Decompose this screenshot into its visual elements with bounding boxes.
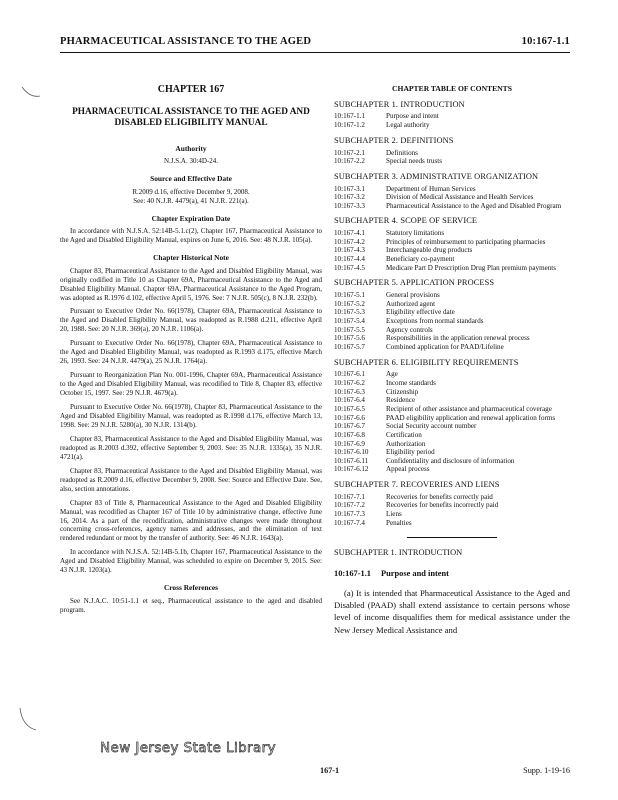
header-title: PHARMACEUTICAL ASSISTANCE TO THE AGED xyxy=(60,36,312,47)
toc-entry-number: 10:167-5.1 xyxy=(334,291,365,300)
toc-entry-number: 10:167-6.1 xyxy=(334,370,365,379)
toc-entry-number: 10:167-6.4 xyxy=(334,396,365,405)
body-subchapter-heading: SUBCHAPTER 1. INTRODUCTION xyxy=(334,548,463,558)
toc-entry-title: Medicare Part D Prescription Drug Plan premium payments xyxy=(386,263,557,272)
toc-entry-title: Agency controls xyxy=(386,325,433,334)
toc-entry-title: Penalties xyxy=(386,518,412,527)
toc-entry-number: 10:167-6.5 xyxy=(334,404,365,413)
left-column xyxy=(60,84,322,620)
toc-subchapter-heading: SUBCHAPTER 4. SCOPE OF SERVICE xyxy=(334,216,478,226)
page-number: 167-1 xyxy=(320,766,340,775)
toc-subchapter-heading: SUBCHAPTER 6. ELIGIBILITY REQUIREMENTS xyxy=(334,357,519,367)
toc-entry-title: Combined application for PAAD/Lifeline xyxy=(386,343,504,351)
toc-entry xyxy=(334,422,570,431)
toc-entry xyxy=(334,431,570,440)
toc-entry xyxy=(334,370,570,379)
toc-entry xyxy=(334,264,570,273)
body-section-heading xyxy=(334,569,570,580)
toc-entry-number: 10:167-7.4 xyxy=(334,518,365,527)
toc-entry xyxy=(334,202,570,211)
toc-entry-title: Authorized agent xyxy=(386,299,436,308)
history-paragraph: Chapter 83, Pharmaceutical Assistance to the Aged and Disabled Eligibility Manual, was readopted as R.2003 d.392, effective September 9, 2003. See: 35 N.J.R. 1335(a), 35 N.J.R. 4721(a). xyxy=(60,434,322,461)
toc-entry-title: Definitions xyxy=(386,148,418,157)
toc-entry-number: 10:167-6.3 xyxy=(334,387,365,396)
toc-entry-title: Special needs trusts xyxy=(386,157,442,166)
toc-entry xyxy=(334,317,570,326)
toc-entry-number: 10:167-3.3 xyxy=(334,201,365,210)
toc-entry-title: Certification xyxy=(386,430,422,439)
toc-entry xyxy=(334,519,570,528)
header-section-code: 10:167-1.1 xyxy=(521,36,570,47)
toc-entry-number: 10:167-7.1 xyxy=(334,492,365,501)
toc-entry-title: Liens xyxy=(386,510,402,519)
toc-entry xyxy=(334,448,570,457)
toc-entry xyxy=(334,193,570,202)
toc-entry-number: 10:167-5.7 xyxy=(334,343,365,351)
toc-entry-number: 10:167-6.8 xyxy=(334,430,365,439)
history-paragraph: Pursuant to Reorganization Plan No. 001-1996, Chapter 69A, Pharmaceutical Assistance to the Aged and Disabled Eligibility Manual, was recodified to Title 8, Chapter 83, effective October 15, 1997. See: 29 N.J.R. 4679(a). xyxy=(60,371,322,398)
toc-entry-number: 10:167-3.1 xyxy=(334,184,365,193)
toc-subchapter-heading: SUBCHAPTER 7. RECOVERIES AND LIENS xyxy=(334,480,500,490)
toc-entry xyxy=(334,493,570,502)
toc-entry-number: 10:167-1.1 xyxy=(334,112,365,121)
toc-entry-title: Recoveries for benefits incorrectly paid xyxy=(386,501,499,510)
toc-entry-number: 10:167-2.1 xyxy=(334,148,365,157)
toc-entry-number: 10:167-6.9 xyxy=(334,439,365,448)
toc-subchapter-heading: SUBCHAPTER 1. INTRODUCTION xyxy=(334,99,465,109)
toc-entry-number: 10:167-4.1 xyxy=(334,229,365,238)
toc-entry-title: Recoveries for benefits correctly paid xyxy=(386,492,493,501)
history-paragraph: Chapter 83 of Title 8, Pharmaceutical Assistance to the Aged and Disabled Eligibility Manual, was recodified as Chapter 167 of Title 10 by administrative change, effective June 16, 2014. As a part of the recodification, administrative changes were made throughout concerning cross-references, agency names and addresses, and the elimination of text rendered redundant or moot by the transfer of authority. See: 46 N.J.R. 1643(a). xyxy=(60,498,322,543)
toc-entry xyxy=(334,112,570,121)
right-column xyxy=(334,84,570,636)
library-stamp: New Jersey State Library xyxy=(100,740,277,756)
toc-entry xyxy=(334,157,570,166)
history-paragraph: Pursuant to Executive Order No. 66(1978), Chapter 83, Pharmaceutical Assistance to the Aged and Disabled Eligibility Manual, was readopted as R.1998 d.176, effective March 13, 1998. See: 29 N.J.R. 5280(a), 30 N.J.R. 1314(b). xyxy=(60,403,322,429)
supplement-date: Supp. 1-19-16 xyxy=(523,766,570,775)
toc-entry-title: Responsibilities in the application renewal process xyxy=(386,334,530,343)
toc-entry xyxy=(334,501,570,510)
toc-entry-number: 10:167-6.7 xyxy=(334,422,365,431)
toc-entry-number: 10:167-6.10 xyxy=(334,448,369,457)
toc-entry xyxy=(334,465,570,474)
toc-entry-title: Appeal process xyxy=(386,465,430,474)
toc-entry xyxy=(334,308,570,317)
toc-entry-title: Eligibility effective date xyxy=(386,308,455,317)
toc-entry-number: 10:167-6.6 xyxy=(334,413,365,422)
toc-entry-title: General provisions xyxy=(386,291,440,300)
toc-entry-number: 10:167-4.4 xyxy=(334,255,365,264)
toc-entry-number: 10:167-5.4 xyxy=(334,317,365,326)
toc-entry-number: 10:167-1.2 xyxy=(334,121,365,130)
toc-entry-title: Principles of reimbursement to participating pharmacies xyxy=(386,237,546,246)
authority-heading: Authority xyxy=(175,144,207,154)
history-paragraph: In accordance with N.J.S.A. 52:14B-5.1b, Chapter 167, Pharmaceutical Assistance to the Aged and Disabled Eligibility Manual, was scheduled to expire on December 9, 2015. See: 43 N.J.R. 1203(a). xyxy=(60,548,322,575)
toc-entry-title: Purpose and intent xyxy=(386,112,439,121)
margin-mark-bottom xyxy=(16,706,40,734)
history-heading: Chapter Historical Note xyxy=(153,253,229,263)
body-section-title: Purpose and intent xyxy=(380,569,449,579)
toc-list xyxy=(334,100,570,528)
toc-entry xyxy=(334,149,570,158)
header-rule xyxy=(60,52,570,53)
toc-entry-number: 10:167-4.2 xyxy=(334,237,365,246)
toc-entry xyxy=(334,457,570,466)
toc-entry-number: 10:167-5.5 xyxy=(334,325,365,334)
toc-entry-number: 10:167-6.2 xyxy=(334,379,365,388)
toc-entry-title: Department of Human Services xyxy=(386,184,476,193)
margin-mark-top xyxy=(20,84,44,102)
toc-entry xyxy=(334,440,570,449)
toc-entry-title: Legal authority xyxy=(386,121,430,130)
toc-subchapter-heading: SUBCHAPTER 2. DEFINITIONS xyxy=(334,135,454,145)
chapter-title: PHARMACEUTICAL ASSISTANCE TO THE AGED AND DISABLED ELIGIBILITY MANUAL xyxy=(72,106,310,129)
toc-entry xyxy=(334,414,570,423)
toc-entry-number: 10:167-5.6 xyxy=(334,334,365,343)
toc-entry-number: 10:167-7.2 xyxy=(334,501,365,510)
toc-entry-number: 10:167-3.2 xyxy=(334,193,365,202)
toc-entry-title: Confidentiality and disclosure of information xyxy=(386,456,515,465)
toc-entry-title: Residence xyxy=(386,396,416,405)
toc-entry-number: 10:167-6.11 xyxy=(334,456,369,465)
toc-entry-number: 10:167-6.12 xyxy=(334,465,369,474)
toc-entry-title: Beneficiary co-payment xyxy=(386,255,455,264)
history-paragraph: Pursuant to Executive Order No. 66(1978), Chapter 69A, Pharmaceutical Assistance to the Aged and Disabled Eligibility Manual, was readopted as R.1993 d.175, effective March 26, 1993. See: 24 N.J.R. 4479(a), 25 N.J.R. 1764(a). xyxy=(60,339,322,366)
toc-entry xyxy=(334,510,570,519)
toc-entry xyxy=(334,300,570,309)
toc-entry-title: Pharmaceutical Assistance to the Aged and Disabled Program xyxy=(386,201,562,210)
toc-entry xyxy=(334,334,570,343)
toc-entry xyxy=(334,326,570,335)
toc-entry-title: Authorization xyxy=(386,439,426,448)
toc-entry xyxy=(334,396,570,405)
toc-entry-title: Social Security account number xyxy=(386,422,477,431)
toc-entry-title: Recipient of other assistance and pharmaceutical coverage xyxy=(386,404,552,413)
toc-entry xyxy=(334,185,570,194)
cross-references-text: See N.J.A.C. 10:51-1.1 et seq., Pharmaceutical assistance to the aged and disabled program. xyxy=(60,596,322,614)
toc-entry xyxy=(334,121,570,130)
toc-entry xyxy=(334,255,570,264)
toc-entry-number: 10:167-7.3 xyxy=(334,510,365,519)
authority-text: N.J.S.A. 30:4D-24. xyxy=(163,157,219,166)
expiration-heading: Chapter Expiration Date xyxy=(151,213,231,223)
chapter-number: CHAPTER 167 xyxy=(157,84,225,95)
toc-subchapter-heading: SUBCHAPTER 5. APPLICATION PROCESS xyxy=(334,278,495,288)
toc-entry xyxy=(334,343,570,352)
toc-entry-title: Exceptions from normal standards xyxy=(386,317,484,326)
expiration-text: In accordance with N.J.S.A. 52:14B-5.1.c(2), Chapter 167, Pharmaceutical Assistance to the Aged and Disabled Eligibility Manual, expires on June 6, 2016. See: 48 N.J.R. 105(a). xyxy=(60,227,322,245)
history-paragraph: Pursuant to Executive Order No. 66(1978), Chapter 69A, Pharmaceutical Assistance to the Aged and Disabled Eligibility Manual, was readopted as R.1988 d.211, effective April 20, 1988. See: 20 N.J.R. 369(a), 20 N.J.R. 1106(a). xyxy=(60,307,322,334)
toc-entry-title: PAAD eligibility application and renewal application forms xyxy=(386,413,556,422)
body-paragraph: (a) It is intended that Pharmaceutical Assistance to the Aged and Disabled (PAAD) shall extend assistance to certain persons whose level of income disqualifies them for medical assistance under the New Jersey Medical Assistance and xyxy=(334,587,570,635)
toc-entry-title: Citizenship xyxy=(386,387,419,396)
toc-entry-number: 10:167-5.3 xyxy=(334,308,365,317)
history-paragraph: Chapter 83, Pharmaceutical Assistance to the Aged and Disabled Eligibility Manual, was readopted as R.2009 d.16, effective December 9, 2008. See: Source and Effective Date. See, also, section annotations. xyxy=(60,466,322,493)
toc-entry xyxy=(334,405,570,414)
toc-entry-title: Age xyxy=(386,370,398,379)
toc-entry xyxy=(334,246,570,255)
source-line-1: R.2009 d.16, effective December 9, 2008. xyxy=(132,187,250,196)
toc-entry-number: 10:167-5.2 xyxy=(334,299,365,308)
toc-entry xyxy=(334,388,570,397)
toc-title: CHAPTER TABLE OF CONTENTS xyxy=(392,84,512,93)
toc-entry xyxy=(334,379,570,388)
section-divider xyxy=(407,537,497,538)
toc-entry-title: Income standards xyxy=(386,379,436,388)
toc-entry xyxy=(334,229,570,238)
toc-entry-title: Interchangeable drug products xyxy=(386,246,473,255)
toc-entry-title: Eligibility period xyxy=(386,448,435,457)
body-section-number: 10:167-1.1 xyxy=(334,569,371,579)
toc-entry xyxy=(334,291,570,300)
history-paragraph: Chapter 83, Pharmaceutical Assistance to the Aged and Disabled Eligibility Manual, was originally codified in Title 10 as Chapter 69A, Pharmaceutical Assistance to the Aged and Disabled Eligibility Manual. Chapter 69A, Pharmaceutical Assistance to the Aged Program, was adopted as R.1976 d.102, effective April 5, 1976. See: 7 N.J.R. 505(c), 8 N.J.R. 232(b). xyxy=(60,266,322,302)
running-header xyxy=(60,36,570,47)
source-heading: Source and Effective Date xyxy=(150,174,232,184)
toc-entry-number: 10:167-4.5 xyxy=(334,263,365,272)
toc-entry-title: Division of Medical Assistance and Health Services xyxy=(386,193,534,202)
toc-entry-title: Statutory limitations xyxy=(386,229,445,238)
source-line-2: See: 40 N.J.R. 4479(a), 41 N.J.R. 221(a). xyxy=(133,196,249,205)
toc-entry-number: 10:167-2.2 xyxy=(334,157,365,166)
toc-subchapter-heading: SUBCHAPTER 3. ADMINISTRATIVE ORGANIZATION xyxy=(334,171,539,181)
cross-references-heading: Cross References xyxy=(163,583,219,593)
toc-entry-number: 10:167-4.3 xyxy=(334,246,365,255)
toc-entry xyxy=(334,238,570,247)
page-footer xyxy=(60,766,570,778)
